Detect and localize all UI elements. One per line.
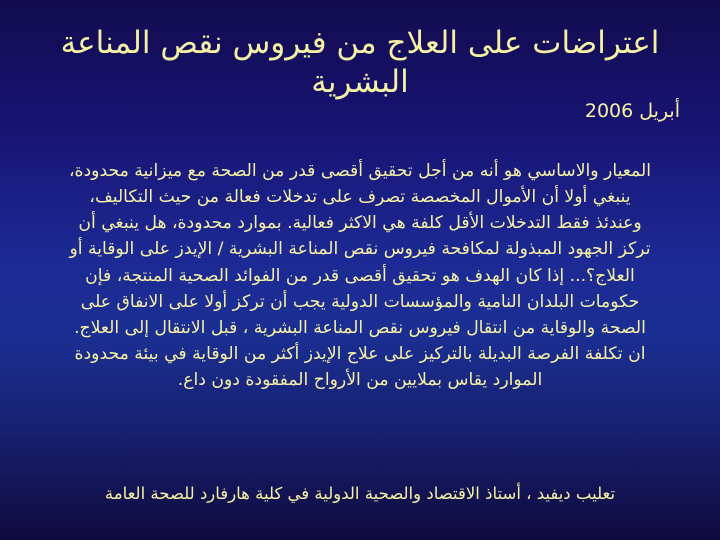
slide-date: أبريل 2006 [584,100,680,122]
slide-body [64,158,656,393]
body-paragraph: المعيار والاساسي هو أنه من أجل تحقيق أقصى قدر من الصحة مع ميزانية محدودة، ينبغي أولا أن الأموال المخصصة تصرف على تدخلات فعالة من حيث التكاليف، وعندئذ فقط التدخلات الأقل كلفة هي الاكثر فعالية. بموارد محدودة، هل ينبغي أن تركز الجهود المبذولة لمكافحة فيروس نقص المناعة البشرية / الإيدز على الوقاية أو العلاج؟... إذا كان الهدف هو تحقيق أقصى قدر من الفوائد الصحية المنتجة، فإن حكومات البلدان النامية والمؤسسات الدولية يجب أن تركز أولا على الانفاق على الصحة والوقاية من انتقال فيروس نقص المناعة البشرية ، قبل الانتقال إلى العلاج. ان تكلفة الفرصة البديلة بالتركيز على علاج الإيدز أكثر من الوقاية في بيئة محدودة الموارد يقاس بملايين من الأرواح المفقودة دون داع. [68,161,652,391]
attribution-text: تعليب ديفيد ، أستاذ الاقتصاد والصحية الدولية في كلية هارفارد للصحة العامة [104,484,616,503]
slide-title: اعتراضات على العلاج من فيروس نقص المناعة البشرية [60,25,660,100]
slide-attribution [64,482,656,507]
